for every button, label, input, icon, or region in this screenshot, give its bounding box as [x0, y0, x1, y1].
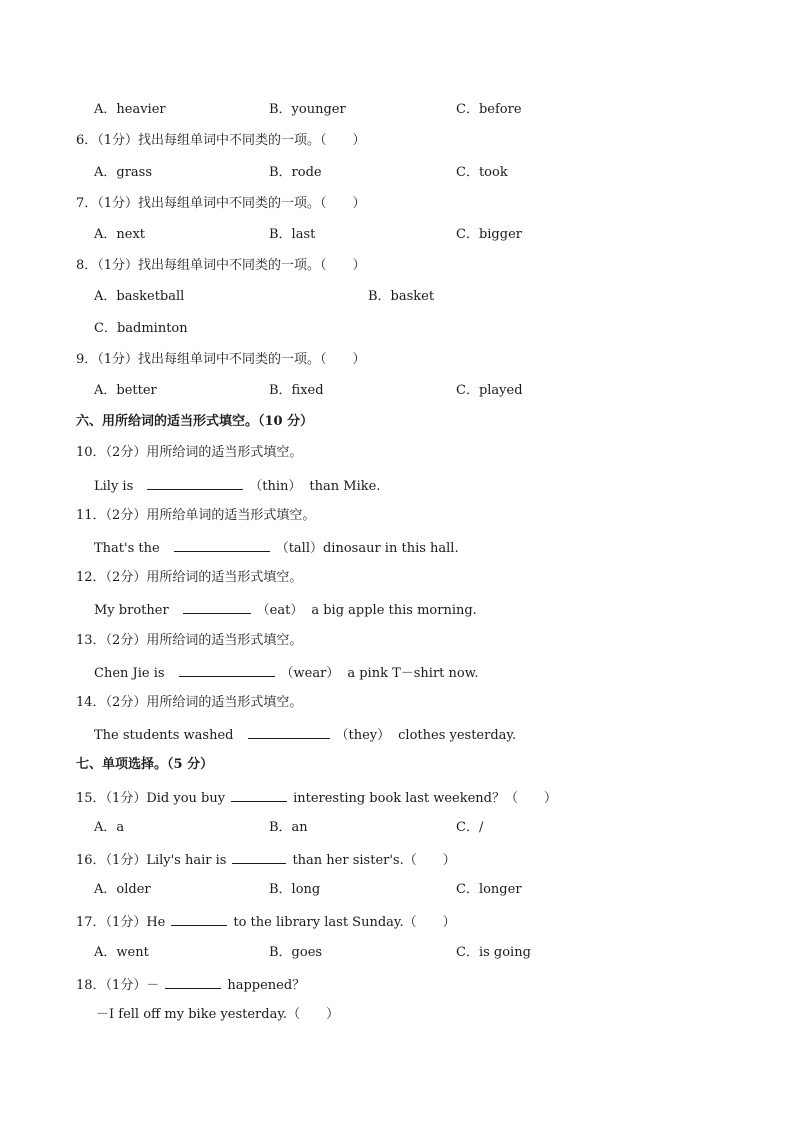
q10-pre: Lily is	[94, 479, 134, 494]
q14-pre: The students washed	[94, 728, 234, 743]
q5-option-b: B．younger	[269, 102, 346, 117]
q7-option-b: B．last	[269, 227, 316, 242]
q12-hint: （eat）	[256, 603, 304, 618]
q17-option-a: A．went	[94, 945, 149, 960]
q17-blank[interactable]	[171, 913, 227, 926]
q10-hint: （thin）	[249, 479, 302, 494]
q9-option-b: B．fixed	[269, 383, 324, 398]
q10-blank[interactable]	[147, 477, 243, 490]
q14-blank[interactable]	[248, 726, 330, 739]
q13-blank[interactable]	[179, 664, 275, 677]
q11-blank[interactable]	[174, 539, 270, 552]
q17-post: to the library last Sunday.（ ）	[233, 915, 456, 930]
q17-option-b: B．goes	[269, 945, 323, 960]
q15-option-c: C．/	[456, 820, 484, 835]
q16-option-a: A．older	[94, 882, 151, 897]
section-7-heading: 七、单项选择。（5 分）	[76, 757, 214, 772]
q7-option-a: A．next	[94, 227, 146, 242]
q14-sentence	[94, 726, 516, 744]
q18-blank[interactable]	[165, 976, 221, 989]
q16-post: than her sister's.（ ）	[292, 853, 456, 868]
q13-hint: （wear）	[280, 666, 340, 681]
q6-option-c: C．took	[456, 165, 508, 180]
q12-sentence	[94, 601, 477, 619]
q10-sentence	[94, 477, 380, 495]
q16-option-b: B．long	[269, 882, 321, 897]
q13-pre: Chen Jie is	[94, 666, 165, 681]
q15-option-a: A．a	[94, 820, 125, 835]
q11-post: dinosaur in this hall.	[322, 541, 459, 556]
q18-post: happened？	[227, 978, 306, 993]
q16-stem	[76, 851, 456, 869]
q6-stem: 6．（1分）找出每组单词中不同类的一项。（ ）	[76, 133, 366, 148]
q6-option-a: A．grass	[94, 165, 153, 180]
q15-post: interesting book last weekend？（ ）	[293, 791, 557, 806]
q18-answer-line: －I fell off my bike yesterday.（ ）	[96, 1007, 340, 1022]
q13-sentence	[94, 664, 478, 682]
q9-stem: 9．（1分）找出每组单词中不同类的一项。（ ）	[76, 352, 366, 367]
q14-stem: 14．（2分）用所给词的适当形式填空。	[76, 695, 303, 710]
q11-pre: That's the	[94, 541, 160, 556]
q11-hint: （tall）	[275, 541, 323, 556]
section-6-heading: 六、用所给词的适当形式填空。（10 分）	[76, 414, 314, 429]
q12-pre: My brother	[94, 603, 169, 618]
q10-stem: 10．（2分）用所给词的适当形式填空。	[76, 445, 303, 460]
q17-stem	[76, 913, 456, 931]
q14-post: clothes yesterday.	[398, 728, 517, 743]
q8-option-a: A．basketball	[94, 289, 185, 304]
q15-stem	[76, 789, 557, 807]
q10-post: than Mike.	[309, 479, 381, 494]
q6-option-b: B．rode	[269, 165, 322, 180]
q7-option-c: C．bigger	[456, 227, 522, 242]
q11-stem: 11．（2分）用所给单词的适当形式填空。	[76, 508, 316, 523]
q5-option-a: A．heavier	[94, 102, 166, 117]
q7-stem: 7．（1分）找出每组单词中不同类的一项。（ ）	[76, 196, 366, 211]
q15-pre: 15．（1分）Did you buy	[76, 791, 226, 806]
q16-pre: 16．（1分）Lily's hair is	[76, 853, 227, 868]
q9-option-a: A．better	[94, 383, 157, 398]
q17-option-c: C．is going	[456, 945, 531, 960]
q5-option-c: C．before	[456, 102, 522, 117]
q8-option-b: B．basket	[368, 289, 435, 304]
q12-blank[interactable]	[183, 601, 251, 614]
q18-stem	[76, 976, 305, 994]
q9-option-c: C．played	[456, 383, 523, 398]
q17-pre: 17．（1分）He	[76, 915, 166, 930]
q18-pre: 18．（1分）－	[76, 978, 160, 993]
q12-stem: 12．（2分）用所给词的适当形式填空。	[76, 570, 303, 585]
q12-post: a big apple this morning.	[311, 603, 477, 618]
q15-blank[interactable]	[231, 789, 287, 802]
q11-sentence	[94, 539, 459, 557]
q13-post: a pink T－shirt now.	[347, 666, 479, 681]
q16-blank[interactable]	[232, 851, 286, 864]
q16-option-c: C．longer	[456, 882, 522, 897]
q14-hint: （they）	[335, 728, 391, 743]
q13-stem: 13．（2分）用所给词的适当形式填空。	[76, 633, 303, 648]
q8-option-c: C．badminton	[94, 321, 188, 336]
q8-stem: 8．（1分）找出每组单词中不同类的一项。（ ）	[76, 258, 366, 273]
q15-option-b: B．an	[269, 820, 308, 835]
